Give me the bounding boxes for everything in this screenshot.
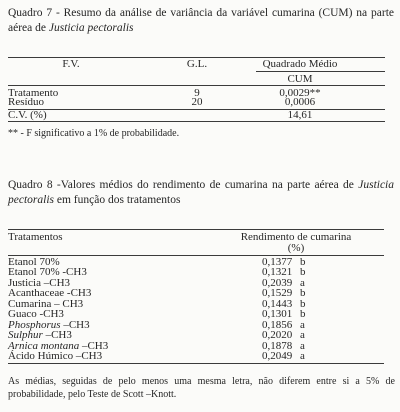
yield-value: 0,1856 bbox=[262, 318, 293, 331]
treatment-suffix: –CH3 bbox=[81, 339, 109, 352]
table-bottom-rule bbox=[8, 363, 384, 364]
quadro-7-caption-text-continued: aérea de bbox=[8, 21, 46, 34]
yield-value: 0,2039 bbox=[262, 276, 293, 289]
table-row bbox=[0, 351, 400, 362]
header-unit: (%) bbox=[287, 242, 305, 254]
scott-knott-group: b bbox=[300, 266, 306, 279]
coefficient-of-variation-cell: 14,61 bbox=[287, 108, 313, 121]
yield-value: 0,1529 bbox=[262, 287, 293, 300]
treatment-cell: Justicia –CH3 bbox=[8, 276, 71, 289]
df-cell: 9 bbox=[194, 86, 200, 99]
treatment-cell: Etanol 70% bbox=[8, 255, 60, 268]
quadro-8-caption-text-continued: em função dos tratamentos bbox=[56, 193, 181, 206]
treatment-species-name: Arnica montana bbox=[8, 339, 80, 352]
quadro-8-caption-line-2 bbox=[8, 194, 180, 207]
quadro-8-caption-line-1 bbox=[8, 179, 394, 192]
quadro-7-caption-text: Quadro 7 - Resumo da análise de variância da variável cumarina (CUM) na parte bbox=[8, 6, 394, 19]
yield-value: 0,1301 bbox=[262, 308, 293, 321]
scott-knott-group: a bbox=[300, 276, 305, 289]
scott-knott-group: b bbox=[300, 308, 306, 321]
mean-square-cell: 0,0006 bbox=[284, 96, 316, 108]
scott-knott-group: a bbox=[300, 350, 305, 363]
source-cell: Tratamento bbox=[8, 86, 59, 99]
yield-value: 0,1377 bbox=[262, 255, 293, 268]
quadro-8-footnote-line-1 bbox=[8, 376, 395, 387]
scott-knott-group: a bbox=[300, 318, 305, 331]
yield-value: 0,1321 bbox=[262, 266, 293, 279]
scott-knott-group: b bbox=[300, 255, 306, 268]
header-coumarin-yield: Rendimento de cumarina bbox=[240, 231, 352, 243]
source-cell: Resíduo bbox=[8, 96, 45, 108]
header-variable-cum: CUM bbox=[287, 73, 313, 85]
treatment-cell: Etanol 70% -CH3 bbox=[8, 266, 87, 279]
yield-value: 0,1878 bbox=[262, 339, 293, 352]
species-name: Justicia pectoralis bbox=[48, 21, 134, 34]
header-degrees-of-freedom: G.L. bbox=[186, 58, 208, 70]
yield-value: 0,2049 bbox=[262, 350, 293, 363]
treatment-species-name: Sulphur bbox=[8, 329, 43, 342]
species-epithet: pectoralis bbox=[8, 193, 54, 206]
header-mean-square: Quadrado Médio bbox=[262, 58, 338, 70]
quadro-8-footnote-text: As médias, seguidas de pelo menos uma mesma letra, não diferem entre si a 5% de bbox=[8, 375, 395, 387]
treatment-suffix: –CH3 bbox=[63, 318, 90, 331]
treatment-cell: Acanthaceae -CH3 bbox=[8, 287, 92, 300]
quadro-7-caption-line-1 bbox=[8, 7, 394, 20]
yield-value: 0,2020 bbox=[262, 329, 293, 342]
treatment-cell: Ácido Húmico –CH3 bbox=[8, 350, 103, 363]
df-cell: 20 bbox=[191, 96, 203, 108]
species-genus: Justicia bbox=[358, 178, 395, 191]
mean-square-cell: 0,0029** bbox=[279, 86, 321, 99]
treatment-species-name: Phosphorus bbox=[8, 318, 61, 331]
quadro-7-caption-line-2 bbox=[8, 22, 134, 35]
scott-knott-group: b bbox=[300, 287, 306, 300]
treatment-cell: Cumarina – CH3 bbox=[8, 297, 84, 310]
table-bottom-rule bbox=[8, 121, 385, 122]
header-source-of-variation: F.V. bbox=[62, 58, 80, 70]
treatment-cell: Guaco -CH3 bbox=[8, 308, 64, 321]
mean-square-underline bbox=[256, 71, 385, 72]
scott-knott-group: a bbox=[300, 339, 305, 352]
quadro-8-caption-text: Quadro 8 -Valores médios do rendimento de cumarina na parte aérea de bbox=[8, 178, 354, 191]
scott-knott-group: b bbox=[300, 297, 306, 310]
table-top-rule bbox=[8, 229, 384, 230]
quadro-8-rows bbox=[0, 257, 400, 362]
yield-value: 0,1443 bbox=[262, 297, 293, 310]
quadro-8-footnote-line-2: probabilidade, pelo Teste de Scott –Knott. bbox=[8, 388, 177, 400]
quadro-7-footnote: ** - F significativo a 1% de probabilidade. bbox=[8, 127, 180, 139]
scott-knott-group: a bbox=[300, 329, 305, 342]
source-cell: C.V. (%) bbox=[8, 108, 47, 121]
treatment-suffix: –CH3 bbox=[45, 329, 72, 342]
header-treatments: Tratamentos bbox=[8, 231, 63, 243]
